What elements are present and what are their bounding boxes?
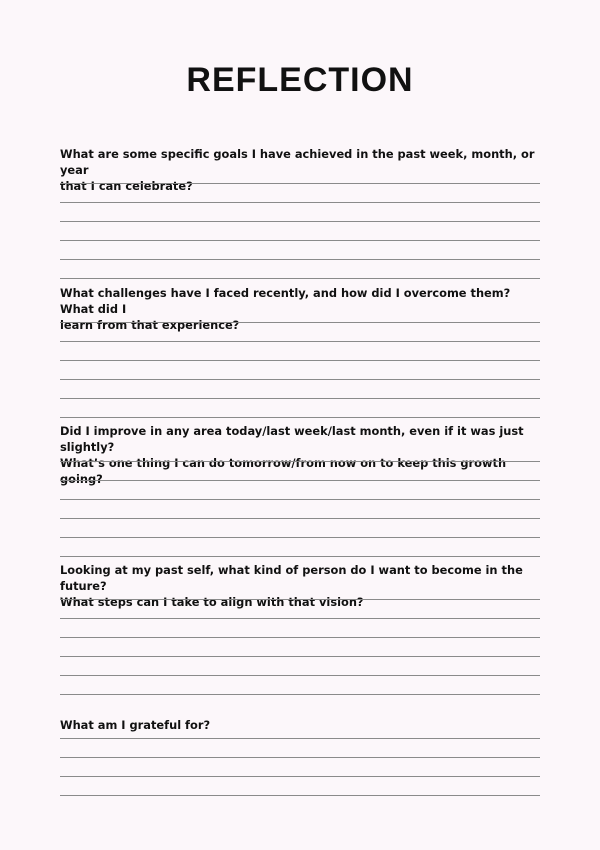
writing-line[interactable] [60,259,540,260]
writing-line[interactable] [60,694,540,695]
question-section-2 [60,285,540,333]
writing-line[interactable] [60,379,540,380]
writing-line[interactable] [60,499,540,500]
writing-line[interactable] [60,461,540,462]
writing-line[interactable] [60,183,540,184]
question-section-3 [60,423,540,487]
writing-line[interactable] [60,398,540,399]
writing-line[interactable] [60,656,540,657]
writing-line[interactable] [60,738,540,739]
question-section-4 [60,562,540,610]
question-text: What challenges have I faced recently, and how did I overcome them? What did I learn from that experience? [60,286,511,332]
writing-line[interactable] [60,341,540,342]
writing-line[interactable] [60,776,540,777]
question-text: What am I grateful for? [60,718,211,732]
writing-line[interactable] [60,537,540,538]
writing-line[interactable] [60,599,540,600]
writing-line[interactable] [60,757,540,758]
writing-line[interactable] [60,417,540,418]
writing-line[interactable] [60,240,540,241]
question-text: Did I improve in any area today/last week/last month, even if it was just slightly? What’s one thing I can do tomorrow/from now on to keep this growth going? [60,424,524,486]
page-title: REFLECTION [186,61,414,99]
writing-line[interactable] [60,637,540,638]
question-text: Looking at my past self, what kind of person do I want to become in the future? What steps can I take to align with that vision? [60,563,523,609]
writing-line[interactable] [60,360,540,361]
writing-line[interactable] [60,202,540,203]
writing-line[interactable] [60,618,540,619]
writing-line[interactable] [60,675,540,676]
writing-line[interactable] [60,322,540,323]
writing-line[interactable] [60,556,540,557]
writing-line[interactable] [60,278,540,279]
question-text: What are some specific goals I have achieved in the past week, month, or year that I can celebrate? [60,147,535,193]
question-section-1 [60,146,540,194]
writing-line[interactable] [60,221,540,222]
writing-line[interactable] [60,480,540,481]
question-section-5 [60,717,540,733]
writing-line[interactable] [60,518,540,519]
writing-line[interactable] [60,795,540,796]
